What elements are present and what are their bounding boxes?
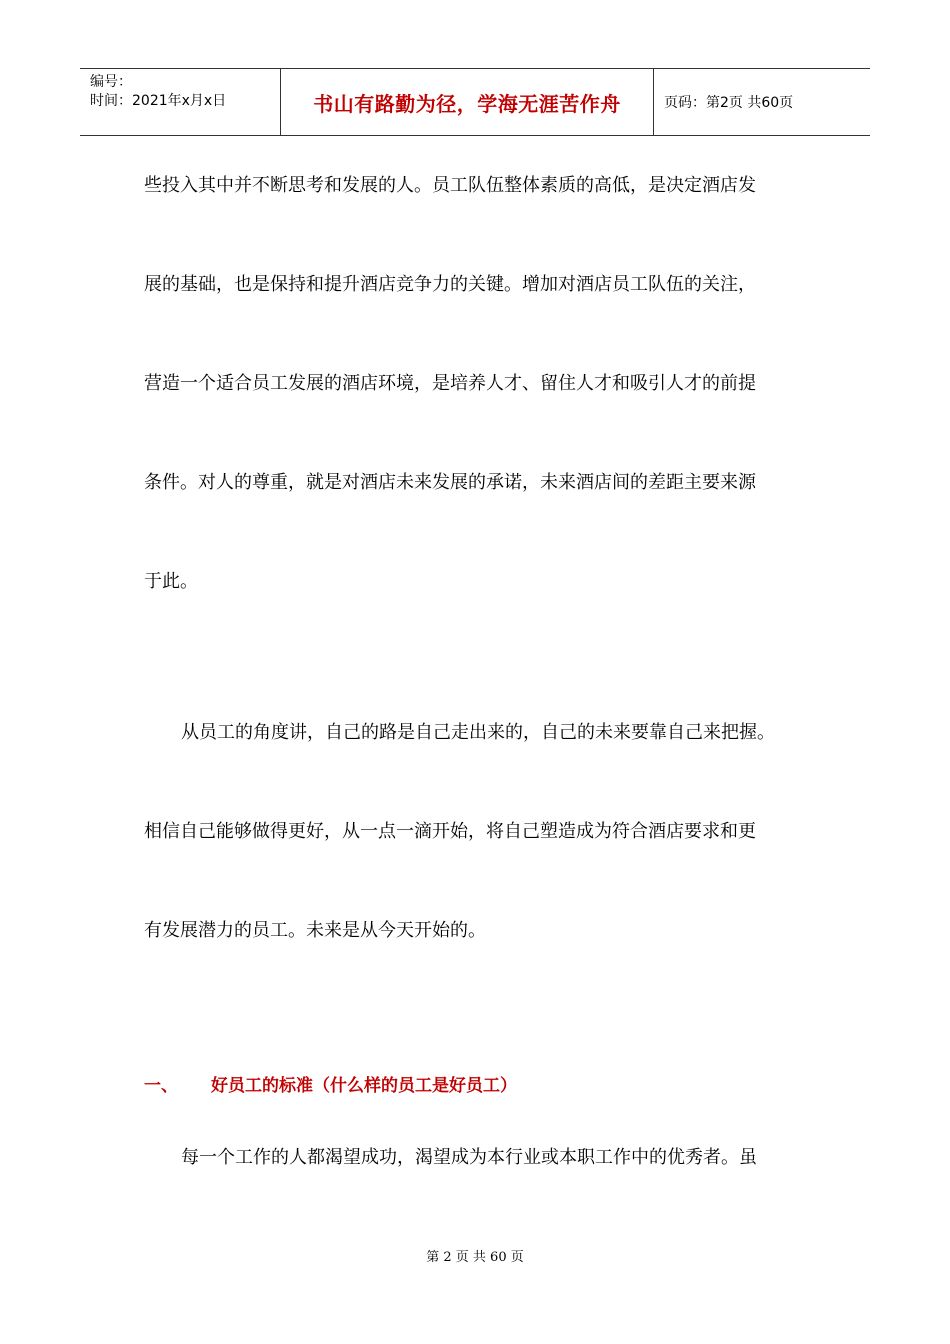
body-paragraph-line: 展的基础，也是保持和提升酒店竞争力的关键。增加对酒店员工队伍的关注， [144, 274, 756, 295]
body-paragraph-line: 条件。对人的尊重，就是对酒店未来发展的承诺，未来酒店间的差距主要来源 [144, 472, 756, 493]
page-header [80, 68, 870, 136]
section-heading-title: 好员工的标准（什么样的员工是好员工） [211, 1076, 517, 1096]
body-paragraph-line: 有发展潜力的员工。未来是从今天开始的。 [144, 920, 486, 941]
body-paragraph-line: 些投入其中并不断思考和发展的人。员工队伍整体素质的高低，是决定酒店发 [144, 175, 756, 196]
section-heading-number: 一、 [144, 1076, 178, 1096]
header-motto: 书山有路勤为径，学海无涯苦作舟 [281, 69, 654, 135]
document-time-label: 时间：2021年x月x日 [90, 93, 227, 109]
body-paragraph-line: 从员工的角度讲，自己的路是自己走出来的，自己的未来要靠自己来把握。 [181, 722, 775, 743]
header-page-info: 页码：第2页 共60页 [664, 95, 794, 111]
body-paragraph-line: 每一个工作的人都渴望成功，渴望成为本行业或本职工作中的优秀者。虽 [181, 1147, 757, 1168]
header-meta-cell [80, 69, 281, 135]
body-paragraph-line: 于此。 [144, 571, 198, 592]
body-paragraph-line: 相信自己能够做得更好，从一点一滴开始，将自己塑造成为符合酒店要求和更 [144, 821, 756, 842]
document-number-label: 编号： [90, 74, 132, 90]
body-paragraph-line: 营造一个适合员工发展的酒店环境，是培养人才、留住人才和吸引人才的前提 [144, 373, 756, 394]
page-footer: 第 2 页 共 60 页 [426, 1250, 524, 1265]
